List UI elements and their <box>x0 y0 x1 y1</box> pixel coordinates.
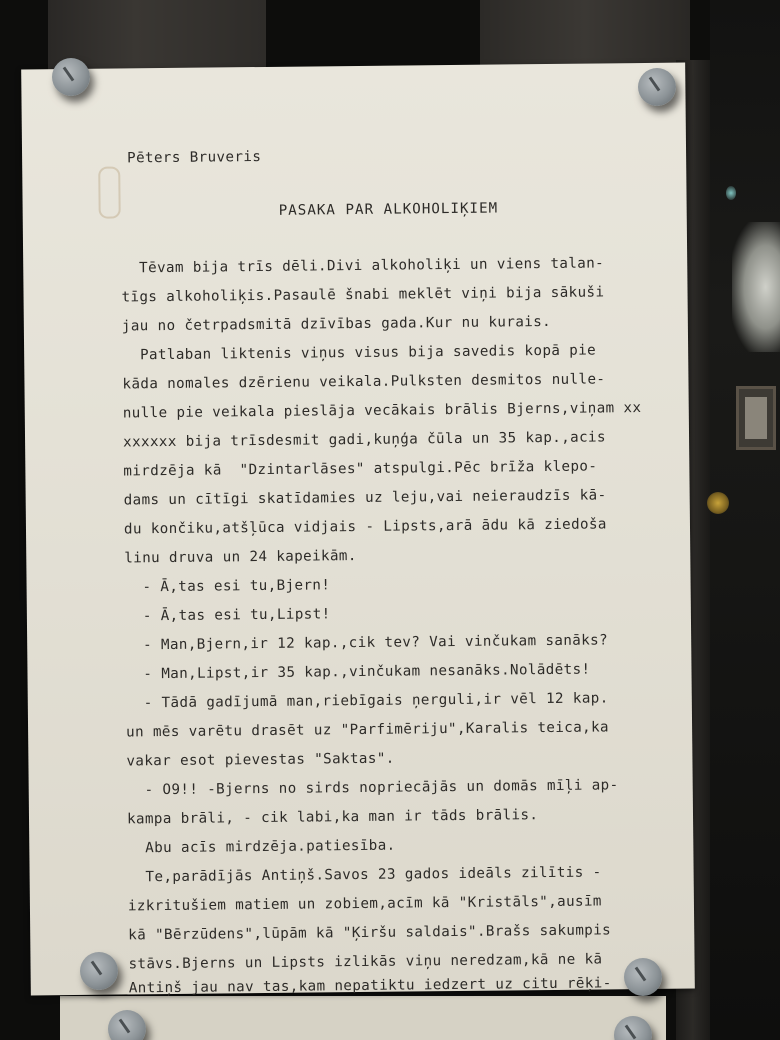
text-line: Antiņš jau nav tas,kam nepatiktu iedzert uz citu rēķi- <box>128 975 612 997</box>
text-line: linu druva un 24 kapeikām. <box>124 548 357 567</box>
text-line: Patlaban liktenis viņus visus bija savedis kopā pie <box>122 342 597 364</box>
second-paper-sheet <box>60 996 666 1040</box>
thumbtack-icon <box>624 958 662 996</box>
lamp-light <box>707 492 729 514</box>
text-line: Te,parādījās Antiņš.Savos 23 gados ideāls zilītis - <box>127 864 602 886</box>
text-line: nulle pie veikala pieslāja vecākais brālis Bjerns,viņam xx <box>122 400 642 422</box>
text-line: izkritušiem matiem un zobiem,acīm kā "Kristāls",ausīm <box>127 893 602 915</box>
text-line: kampa brāli, - cik labi,ka man ir tāds brālis. <box>126 807 539 828</box>
text-line: un mēs varētu drasēt uz "Parfimēriju",Karalis teica,ka <box>126 719 610 741</box>
text-line: mirdzēja kā "Dzintarlāses" atspulgi.Pēc brīža klepo- <box>123 458 598 480</box>
text-line: - O9!! -Bjerns no sirds nopriecājās un domās mīļi ap- <box>126 777 619 799</box>
text-line: dams un cītīgi skatīdamies uz leju,vai neieraudzīs kā- <box>123 487 607 509</box>
text-line: kāda nomales dzērienu veikala.Pulksten desmitos nulle- <box>122 371 606 393</box>
text-line: tīgs alkoholiķis.Pasaulē šnabi meklēt viņi bija sākuši <box>121 284 605 306</box>
text-line: vakar esot pievestas "Saktas". <box>126 750 395 770</box>
text-line: xxxxxx bija trīsdesmit gadi,kuņģa čūla un 35 kap.,acis <box>122 429 606 451</box>
background-wall <box>710 0 780 1040</box>
typewritten-page <box>21 63 695 996</box>
text-line: jau no četrpadsmitā dzīvības gada.Kur nu kurais. <box>121 313 552 335</box>
paperclip-mark <box>98 166 121 218</box>
text-line: Abu acīs mirdzēja.patiesība. <box>127 837 396 857</box>
text-line: - Tādā gadījumā man,riebīgais ņerguli,ir vēl 12 kap. <box>125 690 609 712</box>
author-name: Pēters Bruveris <box>127 148 262 167</box>
text-line: kā "Bērzūdens",lūpām kā "Ķiršu saldais".Brašs sakumpis <box>128 922 612 944</box>
text-line: Tēvam bija trīs dēli.Divi alkoholiķi un viens talan- <box>121 255 605 277</box>
thumbtack-icon <box>638 68 676 106</box>
text-line: - Man,Lipst,ir 35 kap.,vinčukam nesanāks.Nolādēts! <box>125 661 591 683</box>
text-line: du končiku,atšļūca vidjais - Lipsts,arā ādu kā ziedoša <box>123 516 607 538</box>
wall-picture-frame <box>736 386 776 450</box>
distant-light <box>726 186 736 200</box>
thumbtack-icon <box>80 952 118 990</box>
text-line: - Man,Bjern,ir 12 kap.,cik tev? Vai vinčukam sanāks? <box>125 632 609 654</box>
text-line: - Ā,tas esi tu,Lipst! <box>124 606 331 625</box>
text-line: stāvs.Bjerns un Lipsts izlikās viņu neredzam,kā ne kā <box>128 951 603 973</box>
window-glow <box>732 222 780 352</box>
text-line: - Ā,tas esi tu,Bjern! <box>124 577 331 596</box>
thumbtack-icon <box>52 58 90 96</box>
thumbtack-icon <box>108 1010 146 1040</box>
document-title: PASAKA PAR ALKOHOLIĶIEM <box>278 200 499 219</box>
